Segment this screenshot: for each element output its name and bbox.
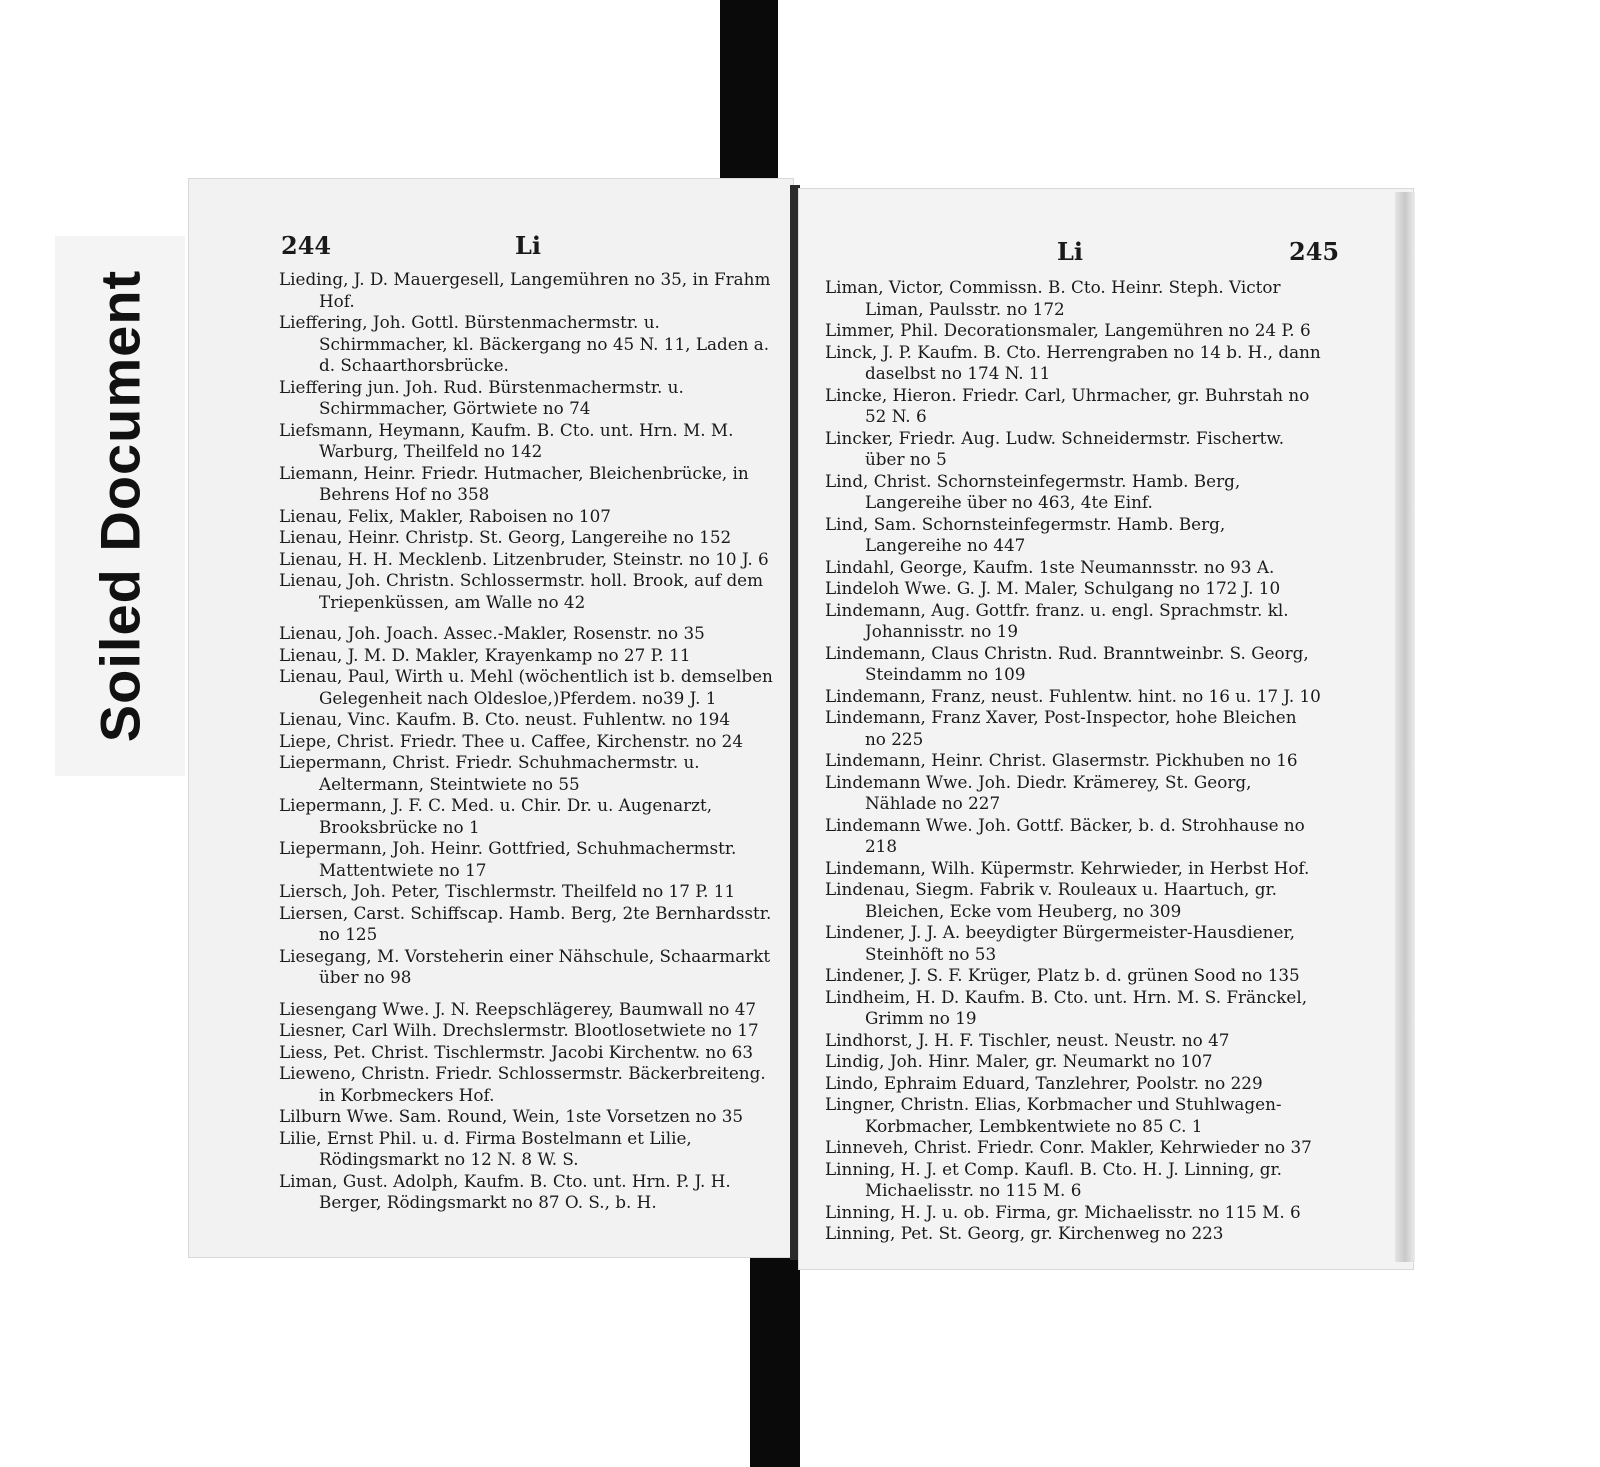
directory-entry: Lienau, Joh. Christn. Schlossermstr. holl. Brook, auf dem Triepenküssen, am Walle no 42 <box>279 570 764 612</box>
bottom-binding-strip <box>750 1255 800 1467</box>
directory-entry: Lilie, Ernst Phil. u. d. Firma Bostelmann et Lilie, Rödingsmarkt no 12 N. 8 W. S. <box>279 1127 692 1169</box>
directory-entry: Liepermann, Christ. Friedr. Schuhmachermstr. u. Aeltermann, Steintwiete no 55 <box>279 752 700 794</box>
page-edge-shadow <box>1395 192 1415 1262</box>
page-number-right: 245 <box>1289 237 1340 266</box>
directory-entry: Liesegang, M. Vorsteherin einer Nähschule, Schaarmarkt über no 98 <box>279 945 771 987</box>
directory-entry: Lind, Sam. Schornsteinfegermstr. Hamb. Berg, Langereihe no 447 <box>825 513 1226 555</box>
directory-entry: Lindenau, Siegm. Fabrik v. Rouleaux u. Haartuch, gr. Bleichen, Ecke vom Heuberg, no 309 <box>825 879 1277 921</box>
directory-entry: Linning, H. J. u. ob. Firma, gr. Michaelisstr. no 115 M. 6 <box>825 1201 1301 1222</box>
directory-entry: Liersen, Carst. Schiffscap. Hamb. Berg, 2te Bernhardsstr. no 125 <box>279 902 772 944</box>
directory-entry: Lindheim, H. D. Kaufm. B. Cto. unt. Hrn. M. S. Fränckel, Grimm no 19 <box>825 986 1308 1028</box>
directory-entry: Liesner, Carl Wilh. Drechslermstr. Blootlosetwiete no 17 <box>279 1020 759 1040</box>
directory-entry: Lindo, Ephraim Eduard, Tanzlehrer, Poolstr. no 229 <box>825 1072 1263 1093</box>
directory-entry: Linneveh, Christ. Friedr. Conr. Makler, Kehrwieder no 37 <box>825 1137 1312 1157</box>
directory-entry: Lincke, Hieron. Friedr. Carl, Uhrmacher, gr. Buhrstah no 52 N. 6 <box>825 384 1310 426</box>
directory-entry: Lienau, Felix, Makler, Raboisen no 107 <box>279 505 611 526</box>
directory-entry: Lienau, H. H. Mecklenb. Litzenbruder, Steinstr. no 10 J. 6 <box>279 548 769 569</box>
left-page <box>188 178 794 1258</box>
directory-entry: Lindeloh Wwe. G. J. M. Maler, Schulgang no 172 J. 10 <box>825 578 1281 598</box>
directory-entry: Lindemann, Franz, neust. Fuhlentw. hint. no 16 u. 17 J. 10 <box>825 685 1321 706</box>
directory-entry: Linning, H. J. et Comp. Kaufl. B. Cto. H. J. Linning, gr. Michaelisstr. no 115 M. 6 <box>825 1158 1283 1200</box>
directory-entry: Liepe, Christ. Friedr. Thee u. Caffee, Kirchenstr. no 24 <box>279 730 744 751</box>
directory-entry: Liepermann, J. F. C. Med. u. Chir. Dr. u. Augenarzt, Brooksbrücke no 1 <box>279 795 713 837</box>
directory-entry: Lindemann, Claus Christn. Rud. Branntweinbr. S. Georg, Steindamm no 109 <box>825 642 1309 684</box>
directory-entry: Lindhorst, J. H. F. Tischler, neust. Neustr. no 47 <box>825 1029 1230 1050</box>
directory-entry: Lindener, J. S. F. Krüger, Platz b. d. grünen Sood no 135 <box>825 965 1300 985</box>
directory-entry: Lindemann Wwe. Joh. Gottf. Bäcker, b. d. Strohhause no 218 <box>825 814 1305 856</box>
right-page <box>798 188 1414 1270</box>
directory-entry: Lindemann Wwe. Joh. Diedr. Krämerey, St. Georg, Nählade no 227 <box>825 771 1252 813</box>
directory-entry: Lieffering jun. Joh. Rud. Bürstenmachermstr. u. Schirmmacher, Görtwiete no 74 <box>279 376 684 418</box>
directory-entry: Liesengang Wwe. J. N. Reepschlägerey, Baumwall no 47 <box>279 998 757 1019</box>
directory-entry: Liess, Pet. Christ. Tischlermstr. Jacobi Kirchentw. no 63 <box>279 1041 754 1062</box>
directory-entry: Lieweno, Christn. Friedr. Schlossermstr. Bäckerbreiteng. in Korbmeckers Hof. <box>279 1063 766 1105</box>
directory-entry: Linck, J. P. Kaufm. B. Cto. Herrengraben no 14 b. H., dann daselbst no 174 N. 11 <box>825 341 1321 383</box>
directory-entry: Liepermann, Joh. Heinr. Gottfried, Schuhmachermstr. Mattentwiete no 17 <box>279 838 737 880</box>
running-head-right: Li <box>1057 237 1083 266</box>
directory-entry: Liefsmann, Heymann, Kaufm. B. Cto. unt. Hrn. M. M. Warburg, Theilfeld no 142 <box>279 419 734 461</box>
directory-entry: Lienau, Vinc. Kaufm. B. Cto. neust. Fuhlentw. no 194 <box>279 709 730 729</box>
directory-entry: Lindener, J. J. A. beeydigter Bürgermeister-Hausdiener, Steinhöft no 53 <box>825 922 1295 964</box>
directory-entry: Liman, Gust. Adolph, Kaufm. B. Cto. unt. Hrn. P. J. H. Berger, Rödingsmarkt no 87 O. S., b. H. <box>279 1170 731 1212</box>
directory-entry: Lienau, J. M. D. Makler, Krayenkamp no 27 P. 11 <box>279 644 691 665</box>
directory-entry: Lindahl, George, Kaufm. 1ste Neumannsstr. no 93 A. <box>825 556 1275 577</box>
directory-entry: Lieffering, Joh. Gottl. Bürstenmachermstr. u. Schirmmacher, kl. Bäckergang no 45 N. 11, Laden a. d. Schaarthorsbrücke. <box>279 312 770 375</box>
directory-entry: Liman, Victor, Commissn. B. Cto. Heinr. Steph. Victor Liman, Paulsstr. no 172 <box>825 277 1281 319</box>
directory-entry: Lindemann, Heinr. Christ. Glasermstr. Pickhuben no 16 <box>825 750 1298 770</box>
directory-entry: Lindig, Joh. Hinr. Maler, gr. Neumarkt no 107 <box>825 1051 1213 1071</box>
directory-entry: Liemann, Heinr. Friedr. Hutmacher, Bleichenbrücke, in Behrens Hof no 358 <box>279 462 749 504</box>
directory-entry: Limmer, Phil. Decorationsmaler, Langemühren no 24 P. 6 <box>825 320 1311 340</box>
directory-entry: Lindemann, Wilh. Küpermstr. Kehrwieder, in Herbst Hof. <box>825 857 1310 878</box>
directory-entry: Lienau, Paul, Wirth u. Mehl (wöchentlich ist b. demselben Gelegenheit nach Oldesloe,)Pferdem. no39 J. 1 <box>279 666 773 708</box>
directory-entry: Lingner, Christn. Elias, Korbmacher und Stuhlwagen-Korbmacher, Lembkentwiete no 85 C. 1 <box>825 1094 1282 1136</box>
left-entry-list <box>279 269 777 1214</box>
directory-entry: Lindemann, Franz Xaver, Post-Inspector, hohe Bleichen no 225 <box>825 707 1297 749</box>
top-binding-strip <box>720 0 778 185</box>
stamp-label: Soiled Document <box>88 269 152 743</box>
directory-entry: Lind, Christ. Schornsteinfegermstr. Hamb. Berg, Langereihe über no 463, 4te Einf. <box>825 470 1241 512</box>
directory-entry: Lindemann, Aug. Gottfr. franz. u. engl. Sprachmstr. kl. Johannisstr. no 19 <box>825 599 1289 641</box>
directory-entry: Lienau, Joh. Joach. Assec.-Makler, Rosenstr. no 35 <box>279 623 705 643</box>
directory-entry: Liersch, Joh. Peter, Tischlermstr. Theilfeld no 17 P. 11 <box>279 881 736 901</box>
directory-entry: Lienau, Heinr. Christp. St. Georg, Langereihe no 152 <box>279 527 732 547</box>
directory-entry: Linning, Pet. St. Georg, gr. Kirchenweg no 223 <box>825 1223 1224 1243</box>
right-entry-list <box>825 277 1321 1245</box>
running-head-left: Li <box>515 231 541 260</box>
directory-entry: Lincker, Friedr. Aug. Ludw. Schneidermstr. Fischertw. über no 5 <box>825 427 1285 469</box>
page-number-left: 244 <box>281 231 332 260</box>
directory-entry: Lilburn Wwe. Sam. Round, Wein, 1ste Vorsetzen no 35 <box>279 1106 744 1126</box>
directory-entry: Lieding, J. D. Mauergesell, Langemühren no 35, in Frahm Hof. <box>279 269 771 311</box>
